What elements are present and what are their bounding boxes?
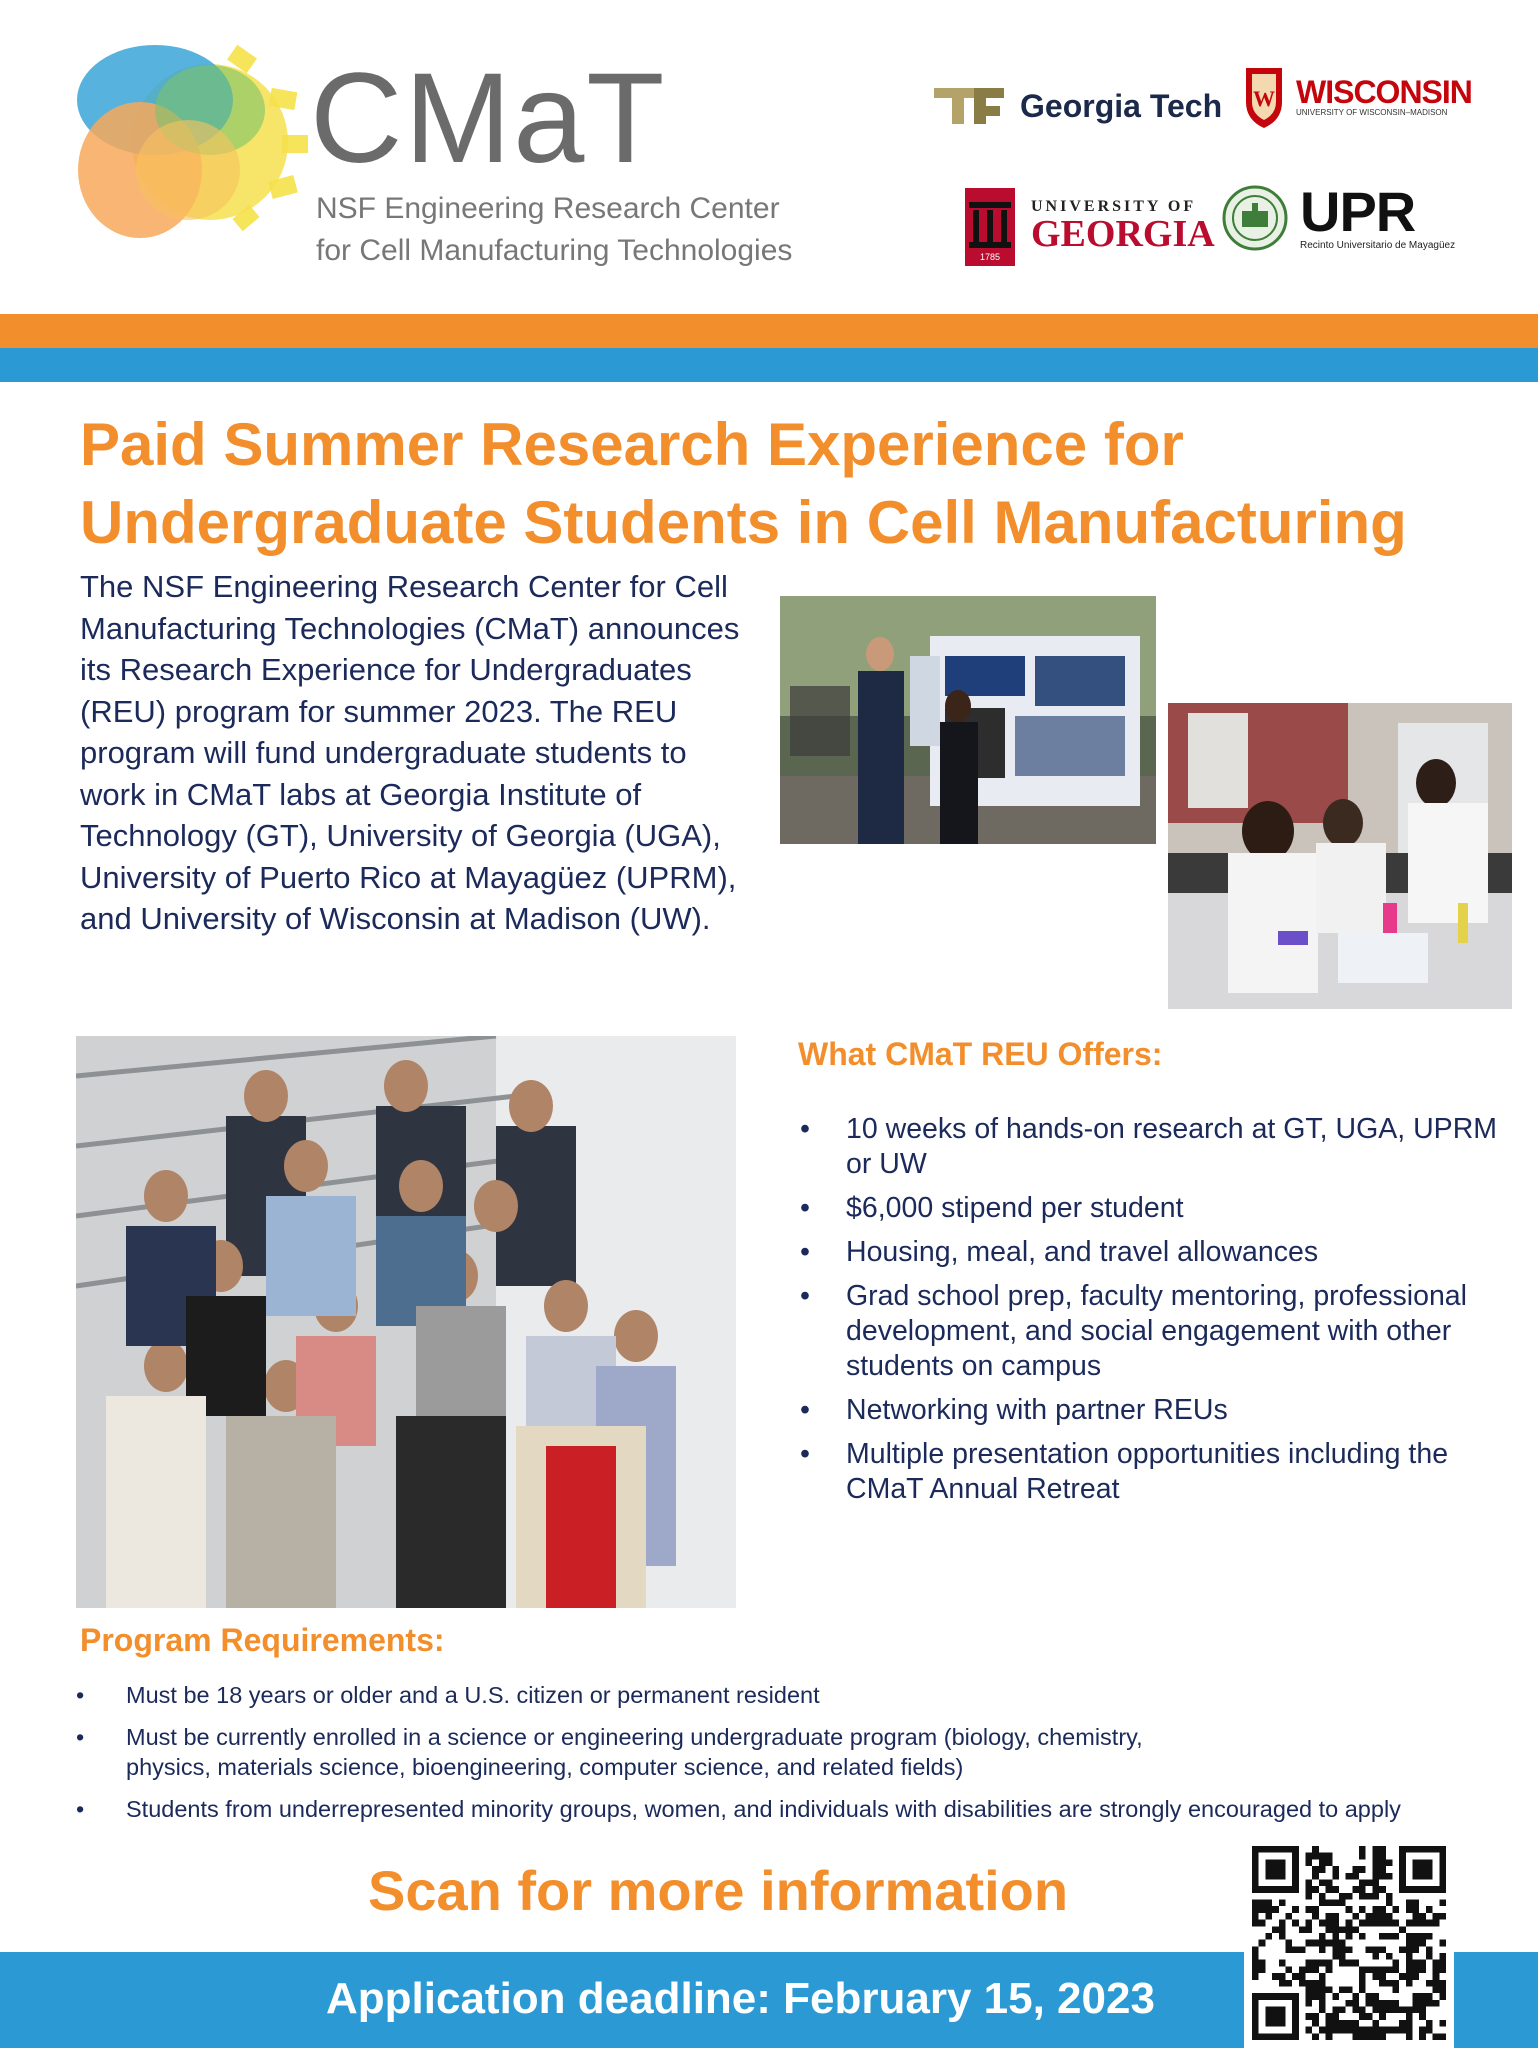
offer-text: Multiple presentation opportunities including the CMaT Annual Retreat [846, 1438, 1449, 1505]
bullet-icon: • [76, 1682, 85, 1708]
brand-subtitle-line1: NSF Engineering Research Center [316, 192, 780, 225]
requirements-list [76, 1680, 1526, 1836]
list-item [800, 1235, 1520, 1270]
georgia-tech-logo [930, 80, 1222, 132]
brand-name: CMaT [310, 47, 667, 190]
requirements-heading: Program Requirements: [80, 1622, 445, 1658]
requirement-text: Must be currently enrolled in a science or engineering undergraduate program (biology, chemistry, physics, materials science, bioengineering, computer science, and related fields) [126, 1724, 1143, 1780]
offers-heading: What CMaT REU Offers: [798, 1036, 1163, 1072]
bullet-icon: • [800, 1113, 810, 1145]
requirement-text: Students from underrepresented minority groups, women, and individuals with disabilities are strongly encouraged to apply [126, 1796, 1401, 1822]
list-item [76, 1794, 1526, 1824]
gt-name: Georgia Tech [1020, 87, 1223, 124]
upr-logo [1222, 180, 1456, 251]
offer-text: Housing, meal, and travel allowances [846, 1236, 1319, 1268]
uga-arch-icon [965, 188, 1015, 266]
scan-callout: Scan for more information [368, 1859, 1069, 1922]
list-item [800, 1191, 1520, 1226]
list-item [76, 1680, 1526, 1710]
application-deadline: Application deadline: February 15, 2023 [326, 1974, 1155, 2023]
bullet-icon: • [800, 1438, 810, 1470]
bullet-icon: • [800, 1280, 810, 1312]
list-item [800, 1393, 1520, 1428]
bullet-icon: • [76, 1724, 85, 1750]
cmat-logo-icon [70, 30, 310, 240]
page-title: Paid Summer Research Experience for Undergraduate Students in Cell Manufacturing [80, 411, 1407, 556]
list-item [76, 1722, 1216, 1782]
group-photo [76, 1036, 736, 1608]
header-stripe-blue [0, 348, 1538, 382]
lab-photo [1168, 703, 1512, 1009]
header-stripe-orange [0, 314, 1538, 348]
bullet-icon: • [800, 1192, 810, 1224]
list-item [800, 1279, 1520, 1384]
uga-top-line: UNIVERSITY OF [1031, 198, 1197, 216]
offers-list [800, 1112, 1520, 1516]
uw-subtitle: UNIVERSITY OF WISCONSIN–MADISON [1296, 107, 1448, 117]
uga-logo [965, 188, 1215, 266]
upr-subtitle: Recinto Universitario de Mayagüez [1300, 240, 1456, 251]
qr-code-icon[interactable] [1252, 1846, 1446, 2040]
list-item [800, 1437, 1520, 1507]
bullet-icon: • [800, 1394, 810, 1426]
brand-subtitle-line2: for Cell Manufacturing Technologies [316, 234, 793, 267]
uga-name: GEORGIA [1031, 213, 1215, 256]
requirement-text: Must be 18 years or older and a U.S. citizen or permanent resident [126, 1682, 820, 1708]
upr-seal-icon [1222, 185, 1288, 251]
svg-text:W: W [1253, 86, 1275, 111]
offer-text: 10 weeks of hands-on research at GT, UGA, UPRM or UW [846, 1113, 1498, 1180]
bullet-icon: • [76, 1796, 85, 1822]
offer-text: Networking with partner REUs [846, 1394, 1228, 1426]
intro-paragraph: The NSF Engineering Research Center for Cell Manufacturing Technologies (CMaT) announces its Research Experience for Undergraduates (REU) program for summer 2023. The REU program will fund undergraduate students to work in CMaT labs at Georgia Institute of Technology (GT), University of Georgia (UGA), University of Puerto Rico at Mayagüez (UPRM), and University of Wisconsin at Madison (UW). [80, 569, 740, 936]
poster-session-photo [780, 596, 1156, 844]
offer-text: $6,000 stipend per student [846, 1192, 1184, 1224]
list-item [800, 1112, 1520, 1182]
bullet-icon: • [800, 1236, 810, 1268]
uw-crest-icon [1240, 62, 1288, 130]
svg-text:1785: 1785 [979, 252, 1001, 262]
wisconsin-logo [1240, 62, 1472, 130]
uw-name: WISCONSIN [1296, 73, 1472, 110]
offer-text: Grad school prep, faculty mentoring, professional development, and social engagement with other students on campus [846, 1280, 1467, 1382]
upr-name: UPR [1300, 180, 1416, 243]
gt-monogram-icon [930, 80, 1008, 132]
